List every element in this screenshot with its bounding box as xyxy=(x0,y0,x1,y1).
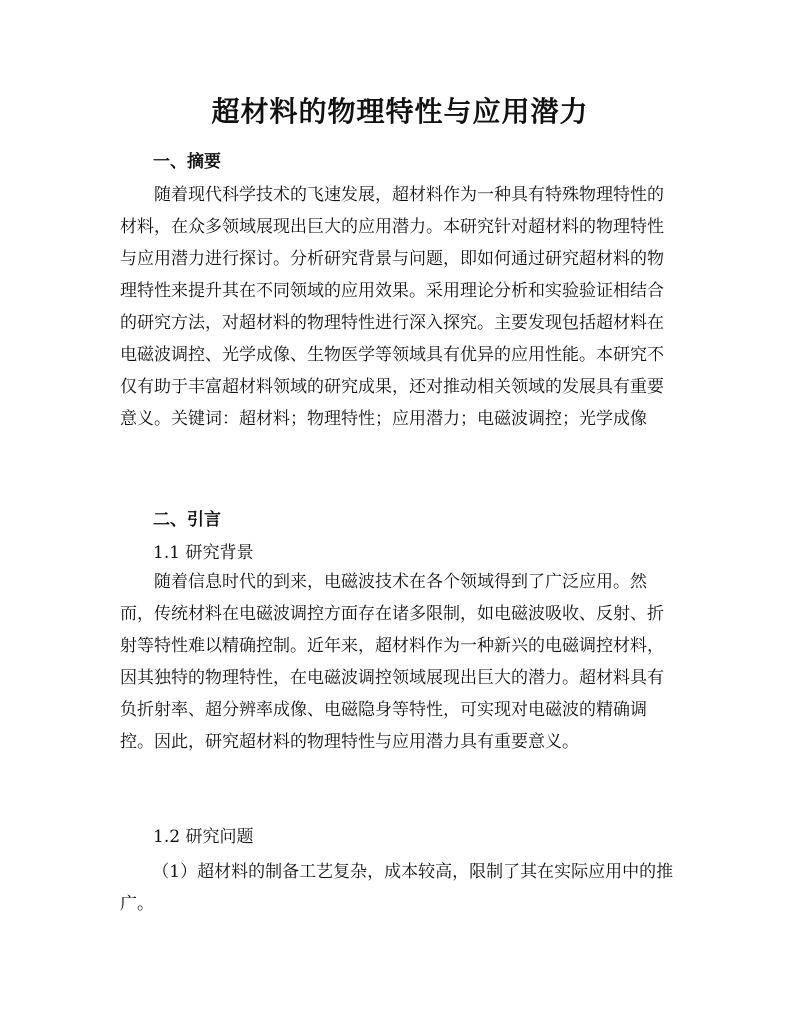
background-paragraph: 随着信息时代的到来，电磁波技术在各个领域得到了广泛应用。然而，传统材料在电磁波调控方面存在诸多限制，如电磁波吸收、反射、折射等特性难以精确控制。近年来，超材料作为一种新兴的电磁调控材料，因其独特的物理特性，在电磁波调控领域展现出巨大的潜力。超材料具有负折射率、超分辨率成像、电磁隐身等特性，可实现对电磁波的精确调控。因此，研究超材料的物理特性与应用潜力具有重要意义。 xyxy=(120,572,664,752)
document-title: 超材料的物理特性与应用潜力 xyxy=(211,95,589,128)
section-heading-introduction: 二、引言 xyxy=(153,510,221,530)
section-heading-abstract: 一、摘要 xyxy=(153,152,221,172)
research-question-item-1: （1）超材料的制备工艺复杂，成本较高，限制了其在实际应用中的推广。 xyxy=(120,862,674,914)
subsection-heading-background: 1.1 研究背景 xyxy=(153,543,254,563)
abstract-paragraph: 随着现代科学技术的飞速发展，超材料作为一种具有特殊物理特性的材料，在众多领域展现出巨大的应用潜力。本研究针对超材料的物理特性与应用潜力进行探讨。分析研究背景与问题，即如何通过研究超材料的物理特性来提升其在不同领域的应用效果。采用理论分析和实验验证相结合的研究方法，对超材料的物理特性进行深入探究。主要发现包括超材料在电磁波调控、光学成像、生物医学等领域具有优异的应用性能。本研究不仅有助于丰富超材料领域的研究成果，还对推动相关领域的发展具有重要意义。关键词：超材料；物理特性；应用潜力；电磁波调控；光学成像 xyxy=(120,185,664,429)
subsection-heading-research-questions: 1.2 研究问题 xyxy=(153,827,254,847)
